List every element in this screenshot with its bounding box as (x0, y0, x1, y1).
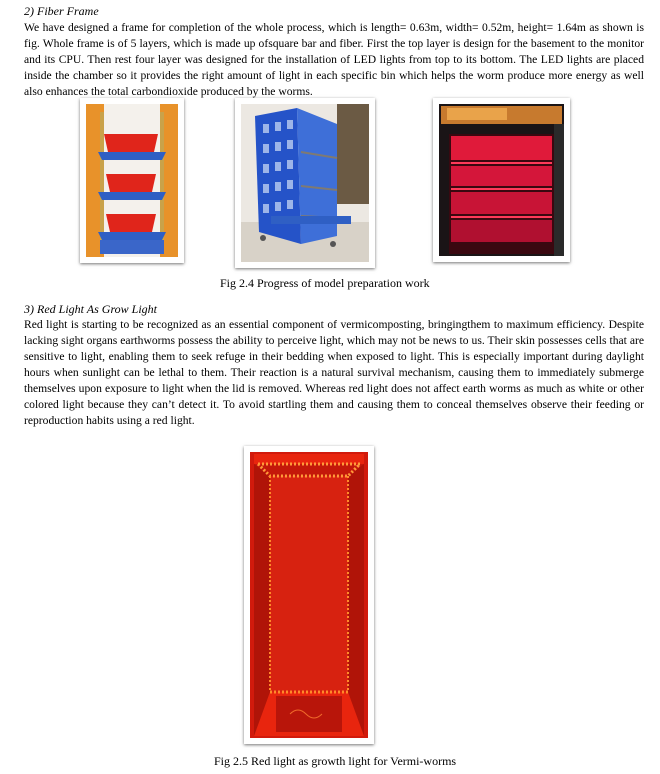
section-3-heading: 3) Red Light As Grow Light (24, 302, 158, 316)
photo-red-grow-light-chamber (244, 446, 374, 744)
photo-red-lit-frame (433, 98, 570, 262)
section-2-paragraph: We have designed a frame for completion of the whole process, which is length= 0.63m, width= 0.52m, height= 1.64m as shown is fig. Whole frame is of 5 layers, which is made up ofsquare bar and fiber. First the top layer is design for the basement to the monitor and its CPU. Then rest four layer was designed for the installation of LED lights from top to its bottom. The LED lights are placed inside the chamber so it provides the right amount of light in each specific bin which helps the worm produce more energy as well also enhances the total carbondioxide produced by the worms. (24, 21, 644, 98)
photo-frame-with-bins (80, 98, 184, 263)
figure-2-4-caption: Fig 2.4 Progress of model preparation work (220, 276, 430, 290)
figure-2-5-caption: Fig 2.5 Red light as growth light for Vermi-worms (214, 754, 457, 768)
photo-blue-frame (235, 98, 375, 268)
section-2-heading: 2) Fiber Frame (24, 4, 99, 18)
section-3-paragraph: Red light is starting to be recognized as an essential component of vermicomposting, bringingthem to maximum efficiency. Despite lacking sight organs earthworms possess the ability to perceive light, which may not be news to us. Their skin possesses cells that are sensitive to light, enabling them to seek refuge in their bedding when exposed to light. This is especially important during daylight hours when sunlight can be lethal to them. Their reaction is a natural survival mechanism, causing them to immediately submerge themselves upon exposure to light when the lid is removed. Whereas red light does not affect earth worms as much as white or other colored light because they can’t detect it. To avoid startling them and causing them to conceal themselves observe their feeding or reproduction habits using a red light. (24, 318, 644, 427)
